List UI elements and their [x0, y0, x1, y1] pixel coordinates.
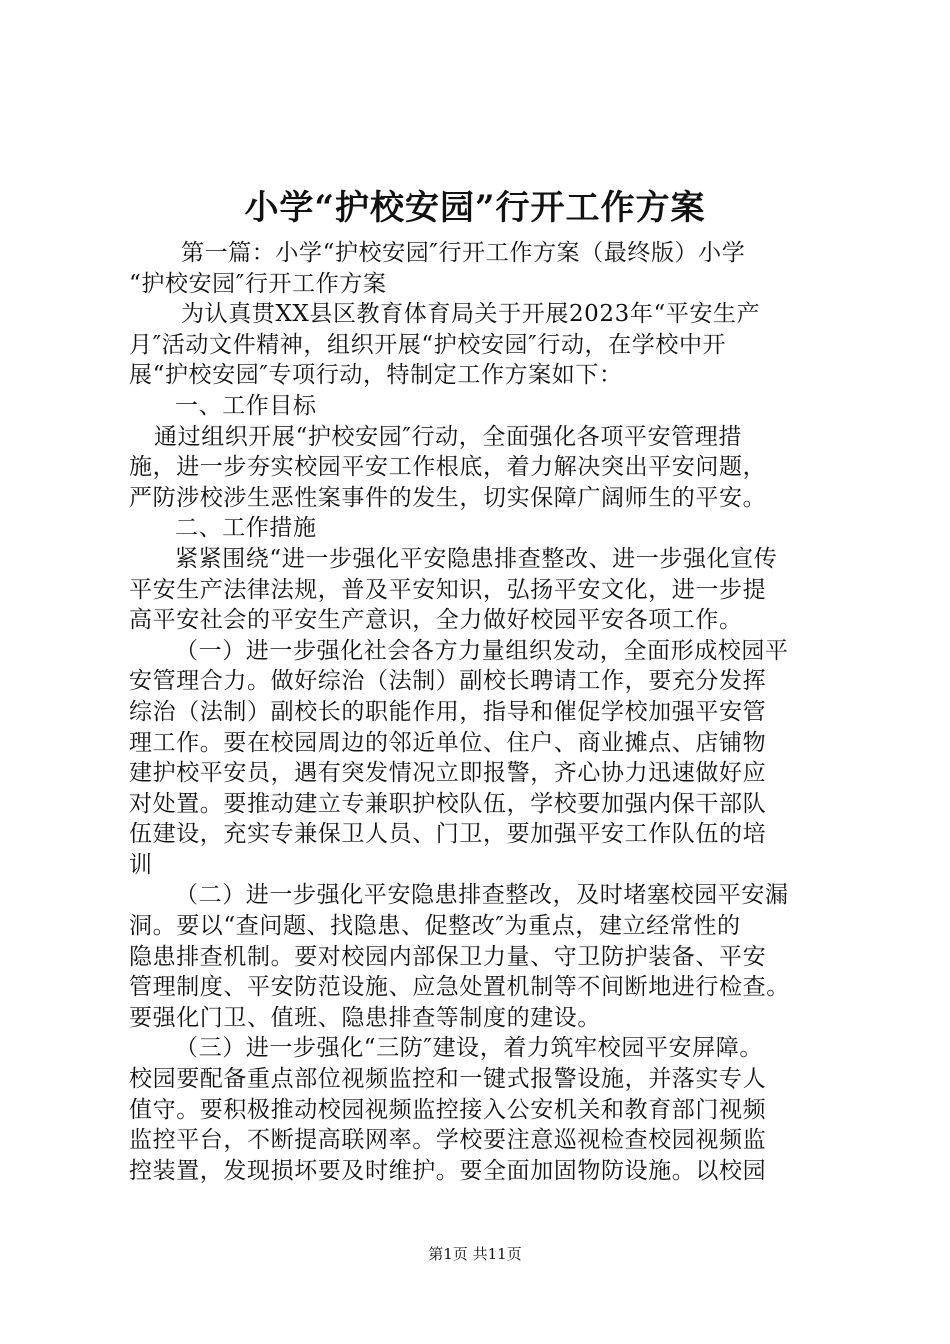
section-heading: 二、工作措施	[175, 515, 317, 542]
paragraph-line: 隐患排查机制。要对校园内部保卫力量、守卫防护装备、平安	[129, 943, 767, 970]
paragraph-line: 严防涉校涉生恶性案事件的发生，切实保障广阔师生的平安。	[129, 484, 767, 511]
paragraph-line: 理工作。要在校园周边的邻近单位、住户、商业摊点、店铺物	[129, 729, 767, 756]
section-heading: 一、工作目标	[175, 392, 317, 419]
paragraph-line: 通过组织开展“护校安园″行动，全面强化各项平安管理措	[154, 423, 742, 450]
paragraph-line: 训	[129, 851, 153, 878]
paragraph-line: 第一篇：小学“护校安园″行开工作方案（最终版）小学	[181, 240, 746, 266]
paragraph-line: 综治（法制）副校长的职能作用，指导和催促学校加强平安管	[129, 698, 767, 725]
paragraph-line: （二）进一步强化平安隐患排查整改，及时堵塞校园平安漏	[175, 882, 789, 909]
paragraph-line: 高平安社会的平安生产意识，全力做好校园平安各项工作。	[129, 607, 743, 634]
paragraph-line: 月″活动文件精神，组织开展“护校安园″行动，在学校中开	[129, 331, 727, 358]
paragraph-line: 建护校平安员，遇有突发情况立即报警，齐心协力迅速做好应	[129, 760, 767, 787]
page-footer: 第1页 共11页	[428, 1245, 522, 1263]
document-title: 小学“护校安园”行开工作方案	[244, 188, 706, 228]
paragraph-line: 控装置，发现损坏要及时维护。要全面加固物防设施。以校园	[129, 1157, 767, 1184]
paragraph-line: 伍建设，充实专兼保卫人员、门卫，要加强平安工作队伍的培	[129, 821, 767, 848]
paragraph-line: 值守。要积极推动校园视频监控接入公安机关和教育部门视频	[129, 1096, 767, 1123]
paragraph-line: 为认真贯XX县区教育体育局关于开展2023年“平安生产	[181, 301, 761, 328]
paragraph-line: 洞。要以“查问题、找隐患、促整改″为重点，建立经常性的	[129, 913, 741, 940]
paragraph-line: 要强化门卫、值班、隐患排查等制度的建设。	[129, 1004, 601, 1031]
paragraph-line: 管理制度、平安防范设施、应急处置机制等不间断地进行检查。	[129, 974, 790, 1001]
paragraph-line: （一）进一步强化社会各方力量组织发动，全面形成校园平	[175, 637, 789, 664]
paragraph-line: 安管理合力。做好综治（法制）副校长聘请工作，要充分发挥	[129, 668, 767, 695]
paragraph-line: 监控平台，不断提高联网率。学校要注意巡视检查校园视频监	[129, 1127, 767, 1154]
document-body	[129, 238, 839, 1186]
paragraph-line: “护校安园″行开工作方案	[129, 270, 387, 297]
paragraph-line: 展“护校安园″专项行动，特制定工作方案如下：	[129, 362, 623, 389]
paragraph-line: 对处置。要推动建立专兼职护校队伍，学校要加强内保干部队	[129, 790, 767, 817]
paragraph-line: 施，进一步夯实校园平安工作根底，着力解决突出平安问题，	[129, 454, 767, 481]
paragraph-line: 平安生产法律法规，普及平安知识，弘扬平安文化，进一步提	[129, 576, 767, 603]
paragraph-line: （三）进一步强化“三防″建设，着力筑牢校园平安屏障。	[175, 1035, 763, 1062]
paragraph-line: 紧紧围绕“进一步强化平安隐患排查整改、进一步强化宣传	[175, 545, 778, 572]
paragraph-line: 校园要配备重点部位视频监控和一键式报警设施，并落实专人	[129, 1066, 767, 1093]
